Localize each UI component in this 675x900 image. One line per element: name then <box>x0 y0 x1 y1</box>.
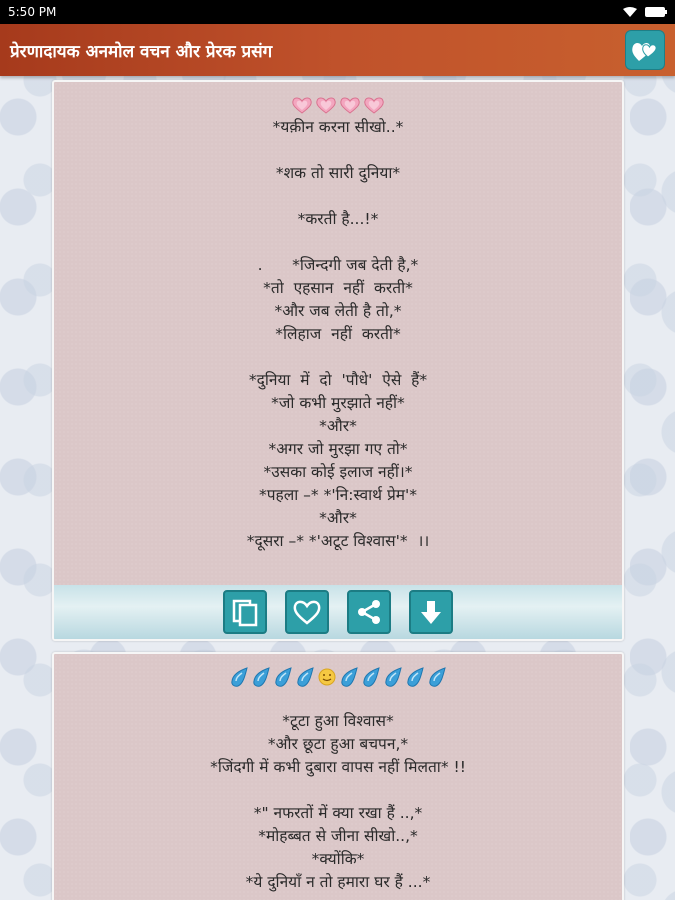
droplet-emoji-icon <box>361 666 381 688</box>
heart-emoji-icon <box>363 96 385 114</box>
download-icon <box>416 597 446 627</box>
copy-button[interactable] <box>223 590 267 634</box>
droplet-emoji-icon <box>295 666 315 688</box>
emoji-row <box>54 94 622 116</box>
share-icon <box>354 597 384 627</box>
app-bar <box>0 24 675 76</box>
quote-text: *यक़ीन करना सीखो..* *शक तो सारी दुनिया* *करती है...!* . *जिन्दगी जब देती है,* *तो एहसान नहीं करती* *और जब लेती है तो,* *लिहाज नहीं करती* *दुनिया में दो 'पौधे' ऐसे हैं* *जो कभी मुरझाते नहीं* *और* *अगर जो मुरझा गए तो* *उसका कोई इलाज नहीं।* *पहला –* *'नि:स्वार्थ प्रेम'* *और* *दूसरा –* *'अटूट विश्वास'* ।। <box>246 118 430 550</box>
heart-emoji-icon <box>291 96 313 114</box>
emoji-row <box>54 666 622 688</box>
favorite-button[interactable] <box>285 590 329 634</box>
heart-emoji-icon <box>339 96 361 114</box>
droplet-emoji-icon <box>427 666 447 688</box>
battery-icon <box>645 7 667 17</box>
heart-outline-icon <box>291 597 323 627</box>
droplet-emoji-icon <box>405 666 425 688</box>
quote-action-bar <box>54 585 622 639</box>
heart-emoji-icon <box>315 96 337 114</box>
droplet-emoji-icon <box>251 666 271 688</box>
quote-card <box>52 652 624 900</box>
download-button[interactable] <box>409 590 453 634</box>
droplet-emoji-icon <box>339 666 359 688</box>
droplet-emoji-icon <box>383 666 403 688</box>
status-icons <box>623 7 667 17</box>
share-button[interactable] <box>347 590 391 634</box>
droplet-emoji-icon <box>229 666 249 688</box>
status-bar <box>0 0 675 24</box>
app-title: प्रेरणादायक अनमोल वचन और प्रेरक प्रसंग <box>10 41 273 62</box>
smiley-emoji-icon <box>317 666 337 688</box>
hearts-menu-button[interactable] <box>625 30 665 70</box>
wifi-icon <box>623 7 637 17</box>
quote-card <box>52 80 624 641</box>
quote-text: *टूटा हुआ विश्वास* *और छूटा हुआ बचपन,* *जिंदगी में कभी दुबारा वापस नहीं मिलता* !! *" नफरतों में क्या रखा हैं ..,* *मोहब्बत से जीना सीखो..,* *क्योंकि* *ये दुनियाँ न तो हमारा घर हैं ...* <box>210 712 466 891</box>
droplet-emoji-icon <box>273 666 293 688</box>
copy-icon <box>230 597 260 627</box>
status-time: 5:50 PM <box>8 5 57 19</box>
hearts-icon <box>631 37 659 63</box>
